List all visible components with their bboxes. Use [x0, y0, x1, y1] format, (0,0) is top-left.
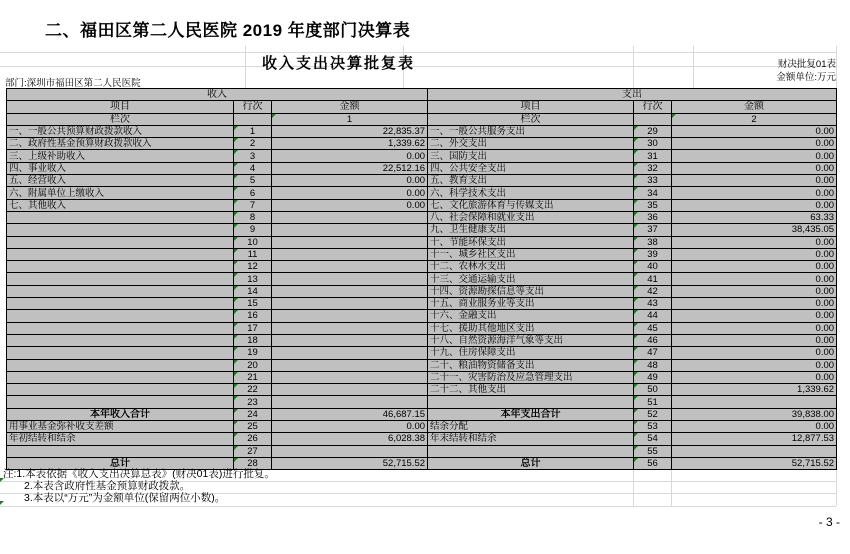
expense-amount-cell: 0.00: [672, 322, 837, 334]
expense-amount-cell: 0.00: [672, 125, 837, 137]
expense-amount-cell: 0.00: [672, 199, 837, 211]
table-row: [7, 445, 837, 457]
faint-gridline-h: [0, 506, 836, 507]
expense-item-cell: 十七、援助其他地区支出: [428, 322, 634, 334]
table-subtitle: 收入支出决算批复表: [262, 55, 416, 72]
expense-line-cell: 38: [634, 236, 672, 248]
income-amount-cell: 46,687.15: [272, 408, 428, 420]
table-row: [7, 138, 837, 150]
expense-amount-header: 金额: [672, 101, 837, 113]
expense-line-cell: 48: [634, 359, 672, 371]
income-item-cell: [7, 224, 234, 236]
expense-item-cell: 十九、住房保障支出: [428, 347, 634, 359]
income-amount-cell: [272, 322, 428, 334]
column-index-row: [7, 113, 837, 125]
expense-amount-cell: 1,339.62: [672, 384, 837, 396]
decision-table-body: [7, 89, 837, 470]
income-line-cell: 22: [234, 384, 272, 396]
income-amount-cell: [272, 310, 428, 322]
income-amount-cell: [272, 384, 428, 396]
note-line-1: 注:1.本表依据《收入支出决算总表》(财决01表)进行批复。: [3, 468, 275, 480]
expense-amount-cell: 0.00: [672, 347, 837, 359]
income-amount-cell: 0.00: [272, 175, 428, 187]
income-item-cell: [7, 248, 234, 260]
expense-item-cell: 总计: [428, 457, 634, 469]
expense-item-cell: 一、一般公共服务支出: [428, 125, 634, 137]
expense-line-cell: 43: [634, 298, 672, 310]
table-row: [7, 371, 837, 383]
expense-line-cell: 55: [634, 445, 672, 457]
income-line-cell: 28: [234, 457, 272, 469]
income-line-cell: 8: [234, 211, 272, 223]
table-row: [7, 236, 837, 248]
income-item-cell: 五、经营收入: [7, 175, 234, 187]
table-row: [7, 162, 837, 174]
table-row: [7, 125, 837, 137]
faint-gridline-v: [693, 46, 694, 88]
table-row: [7, 334, 837, 346]
expense-line-cell: 52: [634, 408, 672, 420]
income-amount-cell: 6,028.38: [272, 433, 428, 445]
expense-amount-cell: 0.00: [672, 150, 837, 162]
income-item-cell: 二、政府性基金预算财政拨款收入: [7, 138, 234, 150]
table-row: [7, 421, 837, 433]
expense-line-cell: 31: [634, 150, 672, 162]
expense-line-cell: 46: [634, 334, 672, 346]
table-code-label: 财决批复01表: [777, 59, 836, 70]
income-item-cell: 总计: [7, 457, 234, 469]
expense-line-cell: 34: [634, 187, 672, 199]
income-line-cell: 24: [234, 408, 272, 420]
income-line-cell: 26: [234, 433, 272, 445]
income-item-cell: [7, 334, 234, 346]
expense-amount-cell: 0.00: [672, 285, 837, 297]
income-amount-cell: [272, 445, 428, 457]
expense-line-cell: 53: [634, 421, 672, 433]
income-item-cell: [7, 384, 234, 396]
income-line-cell: 12: [234, 261, 272, 273]
expense-amount-cell: 0.00: [672, 421, 837, 433]
income-line-cell: 13: [234, 273, 272, 285]
expense-line-cell: 35: [634, 199, 672, 211]
expense-index-label: 栏次: [428, 113, 634, 125]
income-item-cell: [7, 211, 234, 223]
expense-line-cell: 41: [634, 273, 672, 285]
income-item-cell: [7, 273, 234, 285]
expense-item-cell: 结余分配: [428, 421, 634, 433]
expense-item-cell: 十五、商业服务业等支出: [428, 298, 634, 310]
expense-amount-cell: 63.33: [672, 211, 837, 223]
income-item-cell: 本年收入合计: [7, 408, 234, 420]
expense-index-spacer: [634, 113, 672, 125]
expense-item-cell: 本年支出合计: [428, 408, 634, 420]
income-line-cell: 7: [234, 199, 272, 211]
faint-gridline-h: [0, 52, 836, 53]
income-amount-cell: [272, 236, 428, 248]
expense-item-cell: 六、科学技术支出: [428, 187, 634, 199]
table-row: [7, 408, 837, 420]
expense-item-cell: [428, 445, 634, 457]
income-line-cell: 11: [234, 248, 272, 260]
income-item-cell: [7, 371, 234, 383]
income-line-cell: 6: [234, 187, 272, 199]
income-amount-cell: 22,512.16: [272, 162, 428, 174]
table-row: [7, 359, 837, 371]
income-line-cell: 25: [234, 421, 272, 433]
income-item-cell: [7, 310, 234, 322]
income-item-cell: 六、附属单位上缴收入: [7, 187, 234, 199]
department-label: 部门:深圳市福田区第二人民医院: [5, 78, 141, 89]
expense-amount-cell: 0.00: [672, 162, 837, 174]
income-line-cell: 10: [234, 236, 272, 248]
expense-col-index: 2: [672, 113, 837, 125]
expense-amount-cell: 0.00: [672, 273, 837, 285]
income-index-spacer: [234, 113, 272, 125]
income-amount-cell: [272, 334, 428, 346]
income-amount-cell: [272, 347, 428, 359]
income-item-cell: [7, 359, 234, 371]
income-item-cell: [7, 445, 234, 457]
expense-section-header: 支出: [428, 89, 837, 101]
income-line-cell: 17: [234, 322, 272, 334]
expense-line-cell: 44: [634, 310, 672, 322]
income-section-header: 收入: [7, 89, 428, 101]
faint-gridline-v: [836, 46, 837, 88]
table-row: [7, 224, 837, 236]
income-index-label: 栏次: [7, 113, 234, 125]
expense-amount-cell: 0.00: [672, 334, 837, 346]
expense-amount-cell: 0.00: [672, 175, 837, 187]
decision-table: [6, 88, 837, 470]
income-line-header: 行次: [234, 101, 272, 113]
note-line-3: 3.本表以“万元”为金额单位(保留两位小数)。: [24, 492, 226, 504]
income-amount-cell: [272, 396, 428, 408]
expense-item-cell: 十、节能环保支出: [428, 236, 634, 248]
expense-line-cell: 47: [634, 347, 672, 359]
faint-gridline-v: [836, 469, 837, 506]
income-line-cell: 27: [234, 445, 272, 457]
income-line-cell: 2: [234, 138, 272, 150]
faint-gridline-v: [633, 469, 634, 506]
income-amount-cell: [272, 224, 428, 236]
table-row: [7, 261, 837, 273]
income-line-cell: 18: [234, 334, 272, 346]
income-item-cell: [7, 347, 234, 359]
expense-item-cell: [428, 396, 634, 408]
amount-unit-label: 金额单位:万元: [776, 72, 836, 83]
expense-amount-cell: 38,435.05: [672, 224, 837, 236]
income-line-cell: 14: [234, 285, 272, 297]
income-line-cell: 4: [234, 162, 272, 174]
income-line-cell: 21: [234, 371, 272, 383]
expense-line-cell: 36: [634, 211, 672, 223]
expense-item-cell: 八、社会保障和就业支出: [428, 211, 634, 223]
expense-line-cell: 40: [634, 261, 672, 273]
income-line-cell: 16: [234, 310, 272, 322]
faint-gridline-v: [671, 469, 672, 506]
expense-line-cell: 39: [634, 248, 672, 260]
table-row: [7, 199, 837, 211]
income-line-cell: 23: [234, 396, 272, 408]
section-header-row: [7, 89, 837, 101]
income-item-cell: 年初结转和结余: [7, 433, 234, 445]
expense-line-cell: 45: [634, 322, 672, 334]
table-row: [7, 310, 837, 322]
expense-line-header: 行次: [634, 101, 672, 113]
income-amount-cell: [272, 261, 428, 273]
table-row: [7, 396, 837, 408]
expense-item-cell: 十六、金融支出: [428, 310, 634, 322]
expense-line-cell: 54: [634, 433, 672, 445]
income-amount-cell: [272, 298, 428, 310]
faint-gridline-v: [633, 46, 634, 88]
expense-item-cell: 十三、交通运输支出: [428, 273, 634, 285]
faint-gridline-h: [0, 66, 836, 67]
expense-item-cell: 十四、资源勘探信息等支出: [428, 285, 634, 297]
note-line-2: 2.本表含政府性基金预算财政拨款。: [24, 480, 191, 492]
expense-line-cell: 42: [634, 285, 672, 297]
expense-amount-cell: [672, 445, 837, 457]
table-row: [7, 298, 837, 310]
expense-amount-cell: 0.00: [672, 359, 837, 371]
expense-amount-cell: 0.00: [672, 187, 837, 199]
table-row: [7, 248, 837, 260]
expense-line-cell: 33: [634, 175, 672, 187]
table-row: [7, 384, 837, 396]
income-item-header: 项目: [7, 101, 234, 113]
expense-line-cell: 49: [634, 371, 672, 383]
table-row: [7, 273, 837, 285]
income-amount-cell: 0.00: [272, 421, 428, 433]
income-item-cell: 一、一般公共预算财政拨款收入: [7, 125, 234, 137]
income-item-cell: [7, 236, 234, 248]
income-item-cell: 用事业基金弥补收支差额: [7, 421, 234, 433]
income-item-cell: 四、事业收入: [7, 162, 234, 174]
expense-item-cell: 十二、农林水支出: [428, 261, 634, 273]
expense-item-cell: 二十二、其他支出: [428, 384, 634, 396]
faint-gridline-v: [245, 46, 246, 88]
income-amount-cell: [272, 285, 428, 297]
expense-item-cell: 年末结转和结余: [428, 433, 634, 445]
table-row: [7, 150, 837, 162]
income-item-cell: [7, 261, 234, 273]
table-row: [7, 433, 837, 445]
page-number: - 3 -: [818, 515, 840, 529]
income-item-cell: 三、上级补助收入: [7, 150, 234, 162]
income-amount-cell: 0.00: [272, 150, 428, 162]
income-amount-cell: 1,339.62: [272, 138, 428, 150]
expense-item-cell: 七、文化旅游体育与传媒支出: [428, 199, 634, 211]
income-line-cell: 20: [234, 359, 272, 371]
income-line-cell: 19: [234, 347, 272, 359]
expense-item-cell: 十八、自然资源海洋气象等支出: [428, 334, 634, 346]
income-amount-header: 金额: [272, 101, 428, 113]
table-row: [7, 187, 837, 199]
income-item-cell: [7, 298, 234, 310]
income-col-index: 1: [272, 113, 428, 125]
expense-line-cell: 37: [634, 224, 672, 236]
income-line-cell: 3: [234, 150, 272, 162]
expense-amount-cell: 12,877.53: [672, 433, 837, 445]
expense-amount-cell: 0.00: [672, 248, 837, 260]
table-row: [7, 322, 837, 334]
income-line-cell: 5: [234, 175, 272, 187]
expense-item-cell: 三、国防支出: [428, 150, 634, 162]
expense-amount-cell: 0.00: [672, 138, 837, 150]
expense-amount-cell: 0.00: [672, 236, 837, 248]
expense-item-cell: 二十一、灾害防治及应急管理支出: [428, 371, 634, 383]
expense-amount-cell: 0.00: [672, 298, 837, 310]
income-line-cell: 1: [234, 125, 272, 137]
income-item-cell: [7, 322, 234, 334]
income-amount-cell: 52,715.52: [272, 457, 428, 469]
income-line-cell: 9: [234, 224, 272, 236]
income-line-cell: 15: [234, 298, 272, 310]
expense-line-cell: 30: [634, 138, 672, 150]
table-row: [7, 285, 837, 297]
income-amount-cell: [272, 371, 428, 383]
expense-line-cell: 51: [634, 396, 672, 408]
income-amount-cell: 0.00: [272, 187, 428, 199]
expense-line-cell: 56: [634, 457, 672, 469]
notes-block: [3, 468, 275, 504]
expense-item-cell: 二、外交支出: [428, 138, 634, 150]
expense-item-cell: 四、公共安全支出: [428, 162, 634, 174]
income-item-cell: 七、其他收入: [7, 199, 234, 211]
column-header-row: [7, 101, 837, 113]
income-amount-cell: 0.00: [272, 199, 428, 211]
expense-item-cell: 五、教育支出: [428, 175, 634, 187]
income-amount-cell: [272, 211, 428, 223]
expense-amount-cell: [672, 396, 837, 408]
expense-line-cell: 50: [634, 384, 672, 396]
expense-item-cell: 九、卫生健康支出: [428, 224, 634, 236]
income-amount-cell: [272, 248, 428, 260]
table-row: [7, 175, 837, 187]
income-amount-cell: [272, 273, 428, 285]
expense-line-cell: 32: [634, 162, 672, 174]
expense-item-cell: 十一、城乡社区支出: [428, 248, 634, 260]
income-amount-cell: 22,835.37: [272, 125, 428, 137]
income-item-cell: [7, 396, 234, 408]
expense-item-header: 项目: [428, 101, 634, 113]
income-amount-cell: [272, 359, 428, 371]
table-row: [7, 211, 837, 223]
expense-amount-cell: 0.00: [672, 371, 837, 383]
page-title: 二、福田区第二人民医院 2019 年度部门决算表: [45, 21, 411, 40]
expense-amount-cell: 52,715.52: [672, 457, 837, 469]
table-row: [7, 347, 837, 359]
income-item-cell: [7, 285, 234, 297]
expense-amount-cell: 39,838.00: [672, 408, 837, 420]
expense-item-cell: 二十、粮油物资储备支出: [428, 359, 634, 371]
expense-amount-cell: 0.00: [672, 310, 837, 322]
expense-amount-cell: 0.00: [672, 261, 837, 273]
expense-line-cell: 29: [634, 125, 672, 137]
